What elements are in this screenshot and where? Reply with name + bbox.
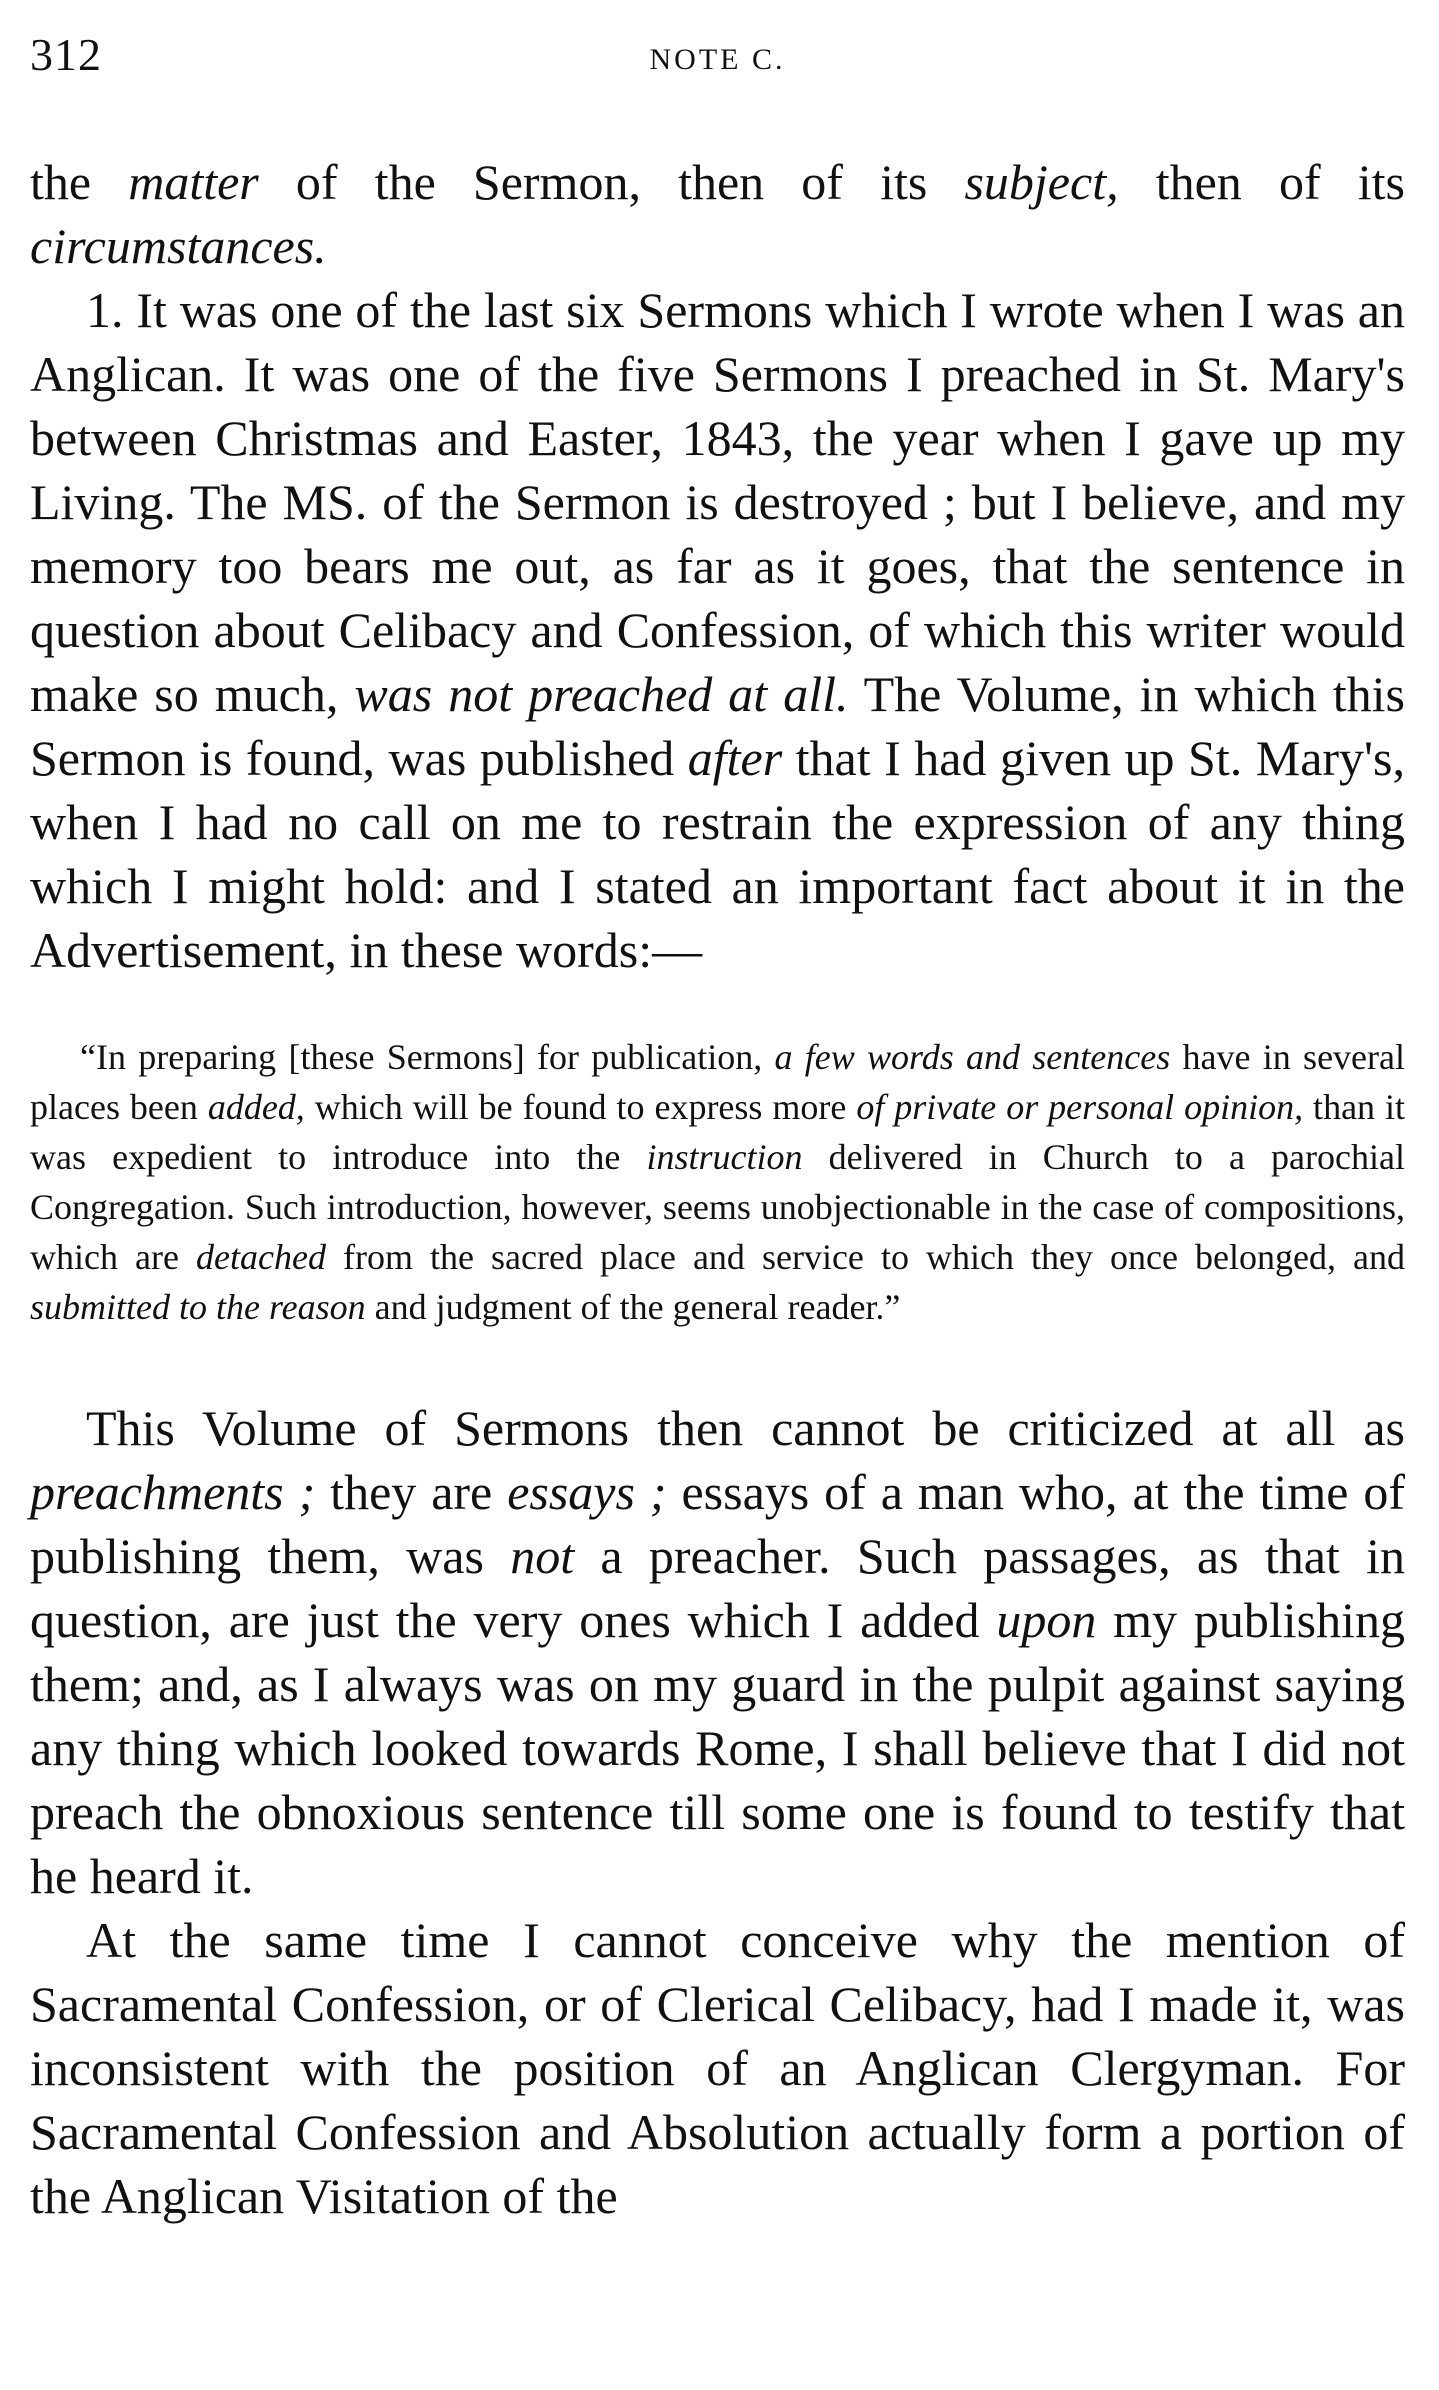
paragraph-point-one: 1. It was one of the last six Sermons which I wrote when I was an Anglican. It was one of the five Sermons I preached in St. Mary's between Christmas and Easter, 1843, the year when I gave up my Living. The MS. of the Sermon is destroyed ; but I believe, and my memory too bears me out, as far as it goes, that the sentence in question about Celibacy and Confession, of which this writer would make so much, was not preached at all. The Volume, in which this Sermon is found, was published after that I had given up St. Mary's, when I had no call on me to restrain the expression of any thing which I might hold: and I stated an important fact about it in the Advertisement, in these words:—	[30, 282, 1405, 978]
page-header	[30, 18, 1405, 98]
italic-phrase: preachments ;	[30, 1464, 316, 1520]
italic-phrase: essays ;	[507, 1464, 667, 1520]
running-title: NOTE C.	[649, 43, 786, 76]
italic-phrase: instruction	[646, 1137, 803, 1177]
quote-text: “In preparing [these Sermons] for publication, a few words and sentences have in several places been added, which will be found to express more of private or personal opinion, than it was expedient to introduce into the instruction delivered in Church to a parochial Congregation. Such introduction, however, seems unobjectionable in the case of compositions, which are detached from the sacred place and service to which they once belonged, and submitted to the reason and judgment of the general reader.”	[30, 1037, 1405, 1327]
italic-phrase: was not preached at all.	[354, 666, 849, 722]
italic-phrase: of private or personal opinion,	[856, 1087, 1304, 1127]
page-number: 312	[30, 29, 102, 80]
paragraph-same-time: At the same time I cannot conceive why the mention of Sacramental Confession, or of Clerical Celibacy, had I made it, was inconsistent with the position of an Anglican Clergyman. For Sacramental Confession and Absolution actually form a portion of the Anglican Visitation of the	[30, 1912, 1405, 2224]
italic-phrase: not	[510, 1528, 575, 1584]
italic-phrase: upon	[996, 1592, 1097, 1648]
italic-phrase: submitted to the reason	[30, 1287, 366, 1327]
paragraph-continuation: the matter of the Sermon, then of its subject, then of its circumstances.	[30, 154, 1405, 274]
italic-phrase: a few words and sentences	[774, 1037, 1171, 1077]
italic-phrase: added,	[207, 1087, 305, 1127]
block-quote	[30, 1032, 1405, 1332]
paragraph-volume-of-sermons: This Volume of Sermons then cannot be criticized at all as preachments ; they are essays ; essays of a man who, at the time of publishing them, was not a preacher. Such passages, as that in question, are just the very ones which I added upon my publishing them; and, as I always was on my guard in the pulpit against saying any thing which looked towards Rome, I shall believe that I did not preach the obnoxious sentence till some one is found to testify that he heard it.	[30, 1400, 1405, 1904]
italic-phrase: detached	[196, 1237, 326, 1277]
italic-phrase: circumstances.	[30, 218, 327, 274]
main-text	[30, 150, 1405, 2228]
book-page	[30, 18, 1405, 2368]
italic-phrase: subject,	[964, 154, 1119, 210]
italic-phrase: after	[687, 730, 783, 786]
italic-phrase: matter	[128, 154, 259, 210]
